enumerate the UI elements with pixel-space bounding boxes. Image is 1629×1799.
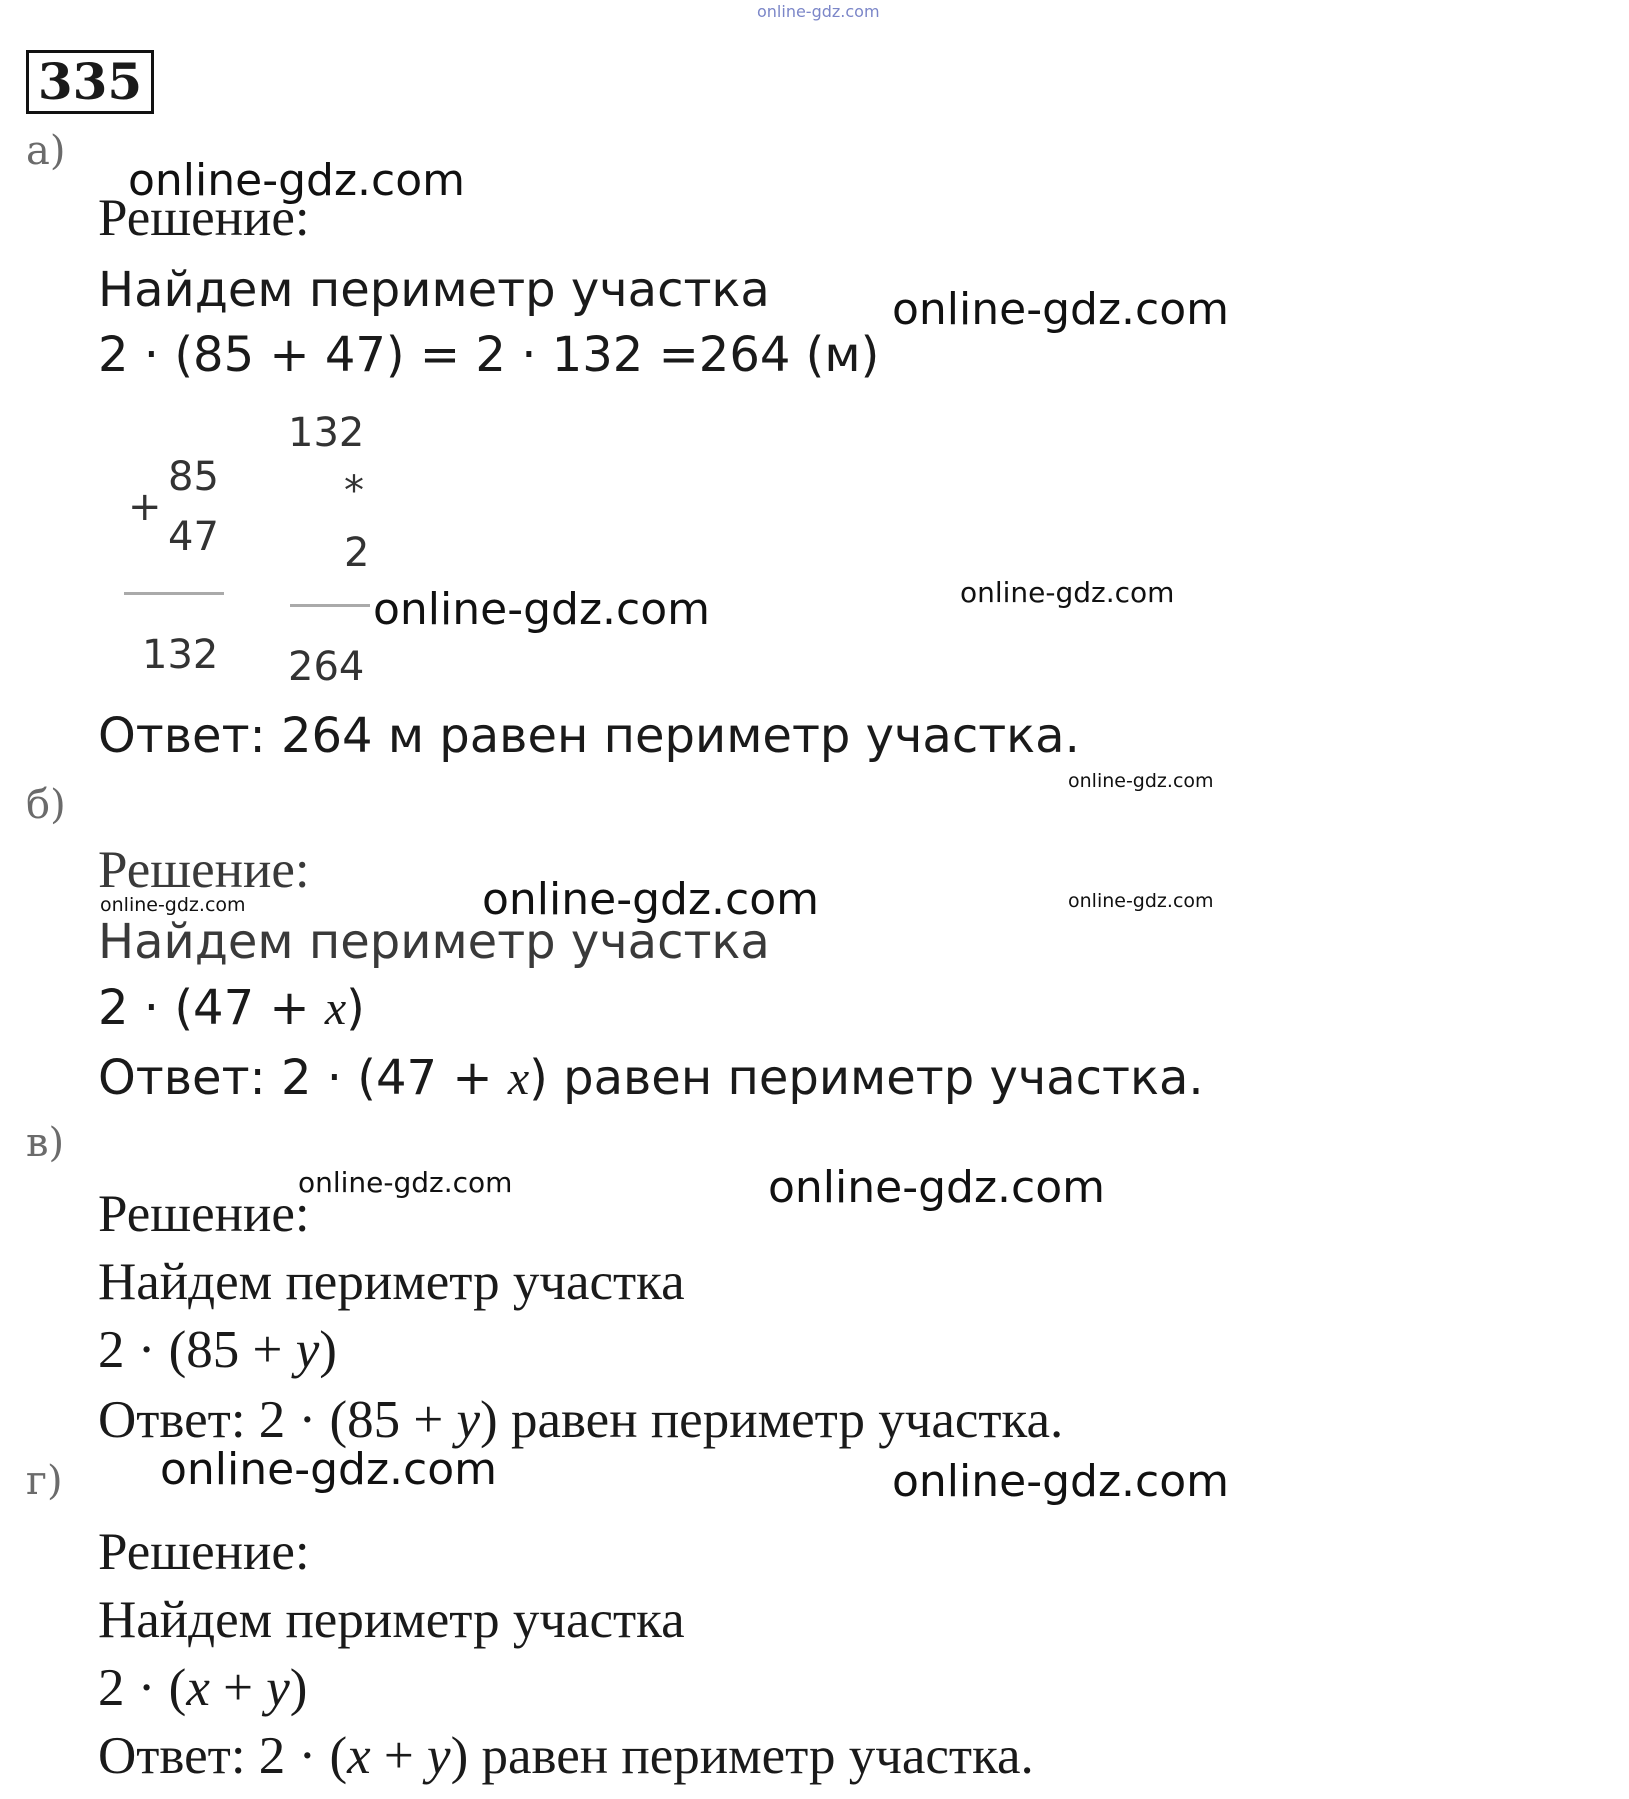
- watermark-top: online-gdz.com: [757, 2, 880, 21]
- part-d-answer-suffix: ) равен периметр участка.: [450, 1727, 1034, 1785]
- part-b-answer-suffix: ) равен периметр участка.: [529, 1050, 1204, 1106]
- part-b-solution: Решение:: [98, 841, 310, 899]
- column-add-rule: [124, 592, 224, 595]
- part-c-answer-var: y: [456, 1391, 481, 1449]
- part-d-label: г): [26, 1458, 63, 1504]
- part-c-expression: [98, 1322, 337, 1378]
- part-c-expr-prefix: 2 · (85 +: [98, 1321, 296, 1379]
- part-b-answer: [98, 1050, 1204, 1107]
- part-c-answer: [98, 1392, 1063, 1448]
- watermark: online-gdz.com: [100, 894, 246, 916]
- part-c-find: Найдем периметр участка: [98, 1253, 685, 1311]
- part-d-answer-var1: x: [347, 1727, 371, 1785]
- part-d-answer-prefix: Ответ: 2 · (: [98, 1727, 348, 1785]
- part-d-answer-mid: +: [370, 1727, 428, 1785]
- part-c-solution: Решение:: [98, 1185, 310, 1243]
- part-b-answer-var: x: [507, 1052, 530, 1105]
- part-d-expr-var2: y: [266, 1659, 290, 1717]
- watermark: online-gdz.com: [160, 1444, 498, 1495]
- part-d-expr-prefix: 2 · (: [98, 1659, 187, 1717]
- part-b-label: б): [26, 782, 66, 828]
- part-a-solution: Решение:: [98, 189, 310, 247]
- column-add-sign: +: [128, 484, 162, 530]
- part-d-answer-var2: y: [427, 1727, 451, 1785]
- part-c-expr-var: y: [295, 1321, 320, 1379]
- watermark: online-gdz.com: [373, 584, 711, 635]
- column-add-n2: 47: [168, 514, 219, 560]
- column-mul-n2: 2: [344, 530, 370, 576]
- watermark: online-gdz.com: [1068, 890, 1214, 912]
- watermark: online-gdz.com: [960, 576, 1175, 609]
- part-c-answer-suffix: ) равен периметр участка.: [480, 1391, 1064, 1449]
- part-d-find: Найдем периметр участка: [98, 1591, 685, 1649]
- part-d-expr-var1: x: [186, 1659, 210, 1717]
- watermark: online-gdz.com: [892, 1456, 1230, 1507]
- part-c-answer-prefix: Ответ: 2 · (85 +: [98, 1391, 457, 1449]
- part-b-expression: [98, 980, 365, 1037]
- watermark: online-gdz.com: [1068, 770, 1214, 792]
- part-b-expr-suffix: ): [346, 980, 365, 1036]
- column-mul-n1: 132: [288, 410, 365, 456]
- watermark: online-gdz.com: [482, 874, 820, 925]
- part-b-expr-var: x: [324, 982, 347, 1035]
- watermark: online-gdz.com: [128, 155, 466, 206]
- problem-number: 335: [26, 50, 154, 114]
- part-d-expr-suffix: ): [289, 1659, 308, 1717]
- part-b-answer-prefix: Ответ: 2 · (47 +: [98, 1050, 508, 1106]
- part-a-answer: Ответ: 264 м равен периметр участка.: [98, 708, 1080, 764]
- watermark: online-gdz.com: [892, 284, 1230, 335]
- part-d-expr-mid: +: [209, 1659, 267, 1717]
- column-add-n1: 85: [168, 454, 219, 500]
- column-mul-result: 264: [288, 644, 365, 690]
- column-mul-rule: [290, 604, 370, 607]
- part-b-expr-prefix: 2 · (47 +: [98, 980, 325, 1036]
- part-d-expression: [98, 1660, 307, 1716]
- watermark: online-gdz.com: [298, 1166, 513, 1199]
- column-add-result: 132: [142, 632, 219, 678]
- part-d-solution: Решение:: [98, 1523, 310, 1581]
- part-a-label: а): [26, 128, 66, 174]
- watermark: online-gdz.com: [768, 1162, 1106, 1213]
- part-a-expression: 2 · (85 + 47) = 2 · 132 =264 (м): [98, 327, 880, 383]
- part-b-find: Найдем периметр участка: [98, 914, 770, 970]
- part-c-expr-suffix: ): [319, 1321, 337, 1379]
- column-mul-sign: *: [344, 468, 364, 514]
- part-d-answer: [98, 1728, 1034, 1784]
- part-c-label: в): [26, 1120, 65, 1166]
- part-a-find: Найдем периметр участка: [98, 262, 770, 318]
